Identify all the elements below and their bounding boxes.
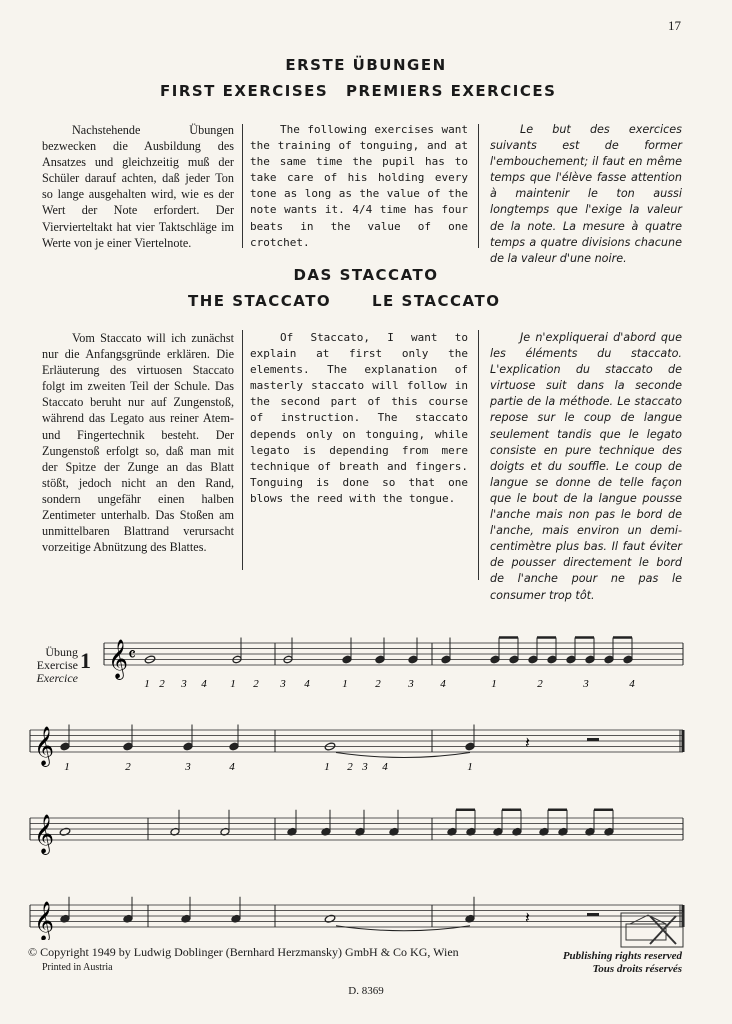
count-number: 1 xyxy=(491,678,497,690)
section1-title-en: FIRST EXERCISES xyxy=(160,82,329,100)
treble-clef: 𝄞 xyxy=(34,814,55,854)
count-number: 4 xyxy=(382,761,388,773)
section2-text-de: Vom Staccato will ich zunächst nur die Anfangsgründe erklären. Die Erläuterung des virtuosen Staccato folgt im zweiten Teil der Schule. Das Staccato beruht nur auf Zungenstoß, während das Legato aus reiner Atem- und Fingertechnik besteht. Der Zungenstoß erfolgt so, daß man mit der Spitze der Zunge an das Blatt stößt, jedoch nicht an den Rand, sondern ungefähr einen halben Zentimeter unterhalb. Das Stoßen am unmittelbaren Blattrand verursacht vorzeitige Abnützung des Blattes. xyxy=(42,331,234,555)
count-number: 4 xyxy=(440,678,446,690)
rights-fr: Tous droits réservés xyxy=(592,963,682,975)
count-number: 2 xyxy=(125,761,131,773)
note-head xyxy=(60,742,70,751)
note-head xyxy=(324,914,335,923)
count-number: 1 xyxy=(467,761,473,773)
count-number: 4 xyxy=(201,678,207,690)
count-number: 3 xyxy=(280,678,286,690)
treble-clef: 𝄞 xyxy=(34,726,55,766)
count-number: 2 xyxy=(253,678,259,690)
section2-title-fr: LE STACCATO xyxy=(372,292,501,310)
note-head xyxy=(408,655,418,664)
count-number: 2 xyxy=(347,761,353,773)
count-number: 2 xyxy=(375,678,381,690)
note-head xyxy=(229,742,239,751)
note-head xyxy=(342,655,352,664)
note-head xyxy=(623,655,633,664)
note-head xyxy=(528,655,538,664)
half-rest xyxy=(587,738,599,741)
count-number: 1 xyxy=(230,678,236,690)
note-head xyxy=(585,655,595,664)
count-number: 3 xyxy=(185,761,191,773)
rights-en: Publishing rights reserved xyxy=(562,950,682,962)
count-number: 1 xyxy=(144,678,150,690)
note-head xyxy=(465,742,475,751)
quarter-rest: 𝄽 xyxy=(525,908,530,927)
note-head xyxy=(604,655,614,664)
section2-title-de: DAS STACCATO xyxy=(293,266,439,284)
section1-text-fr: Le but des exercices suivants est de former l'embouchement; il faut en même temps que l'élève fasse attention à maintenir le ton aussi longtemps que l'exige la valeur de la note. La mesure à quatre temps a quatre divisions chacune de la valeur d'une noire. xyxy=(490,123,682,265)
printed-notice: Printed in Austria xyxy=(42,962,113,973)
count-number: 3 xyxy=(181,678,187,690)
half-rest xyxy=(587,913,599,916)
tie xyxy=(336,753,470,758)
section2-title-en: THE STACCATO xyxy=(188,292,332,310)
note-head xyxy=(375,655,385,664)
count-number: 1 xyxy=(342,678,348,690)
section2-text-fr: Je n'expliquerai d'abord que les éléments du staccato. L'explication du staccato de virtuose suit dans la seconde partie de la méthode. Le staccato repose sur le coup de langue seulement tandis que le legato consiste en pure technique des doigts et du souffle. Le coup de langue se donne de telle façon que le bout de la langue pousse l'anche mais non pas le bord de l'anche, mais environ un demi-centimètre plus bas. Il faut éviter de pousser directement le bord de l'anche pour ne pas le consumer trop tôt. xyxy=(490,331,682,602)
copyright-notice: © Copyright 1949 by Ludwig Doblinger (Bernhard Herzmansky) GmbH & Co KG, Wien xyxy=(28,945,459,959)
section1-title-de: ERSTE ÜBUNGEN xyxy=(285,56,447,74)
note-head xyxy=(123,742,133,751)
count-number: 4 xyxy=(629,678,635,690)
count-number: 3 xyxy=(583,678,589,690)
note-head xyxy=(547,655,557,664)
count-number: 4 xyxy=(229,761,235,773)
note-head xyxy=(441,655,451,664)
common-time-sign: 𝄴 xyxy=(128,644,137,666)
section2-text-en: Of Staccato, I want to explain at first only the elements. The explanation of masterly staccato will follow in the second part of this course of instruction. The staccato depends only on tonguing, while legato is depending from mere technique of breath and fingers. Tonguing is done so that one blows the reed with the tongue. xyxy=(250,331,468,505)
treble-clef: 𝄞 xyxy=(34,901,55,940)
note-head xyxy=(59,827,70,836)
page-number: 17 xyxy=(668,18,681,33)
count-number: 1 xyxy=(324,761,330,773)
count-number: 4 xyxy=(304,678,310,690)
section1-text-de: Nachstehende Übungen bezwecken die Ausbildung des Ansatzes und gleichzeitig muß der Schüler darauf achten, daß jeder Ton so lange ausgehalten wird, wie es der Wert der Note erfordert. Der Viervierteltakt hat vier Taktschläge im Werte von je einer Viertelnote. xyxy=(42,123,234,250)
count-number: 1 xyxy=(64,761,70,773)
count-number: 3 xyxy=(362,761,368,773)
count-number: 2 xyxy=(537,678,543,690)
no-photocopy-stamp xyxy=(620,912,684,948)
note-head xyxy=(183,742,193,751)
exercise-label: Übung Exercise Exercice xyxy=(36,645,78,685)
tie xyxy=(336,926,470,931)
note-head xyxy=(490,655,500,664)
note-head xyxy=(509,655,519,664)
treble-clef: 𝄞 xyxy=(108,639,129,679)
count-number: 3 xyxy=(408,678,414,690)
plate-number: D. 8369 xyxy=(348,985,384,997)
section1-text-en: The following exercises want the training of tonguing, and at the same time the pupil has to take care of his holding every tone as long as the value of the note wants it. 4/4 time has four beats in the value of one crotchet. xyxy=(250,123,468,249)
count-number: 2 xyxy=(159,678,165,690)
quarter-rest: 𝄽 xyxy=(525,733,530,752)
section1-title-fr: PREMIERS EXERCICES xyxy=(346,82,557,100)
exercise-number: 1 xyxy=(80,648,91,673)
note-head xyxy=(566,655,576,664)
